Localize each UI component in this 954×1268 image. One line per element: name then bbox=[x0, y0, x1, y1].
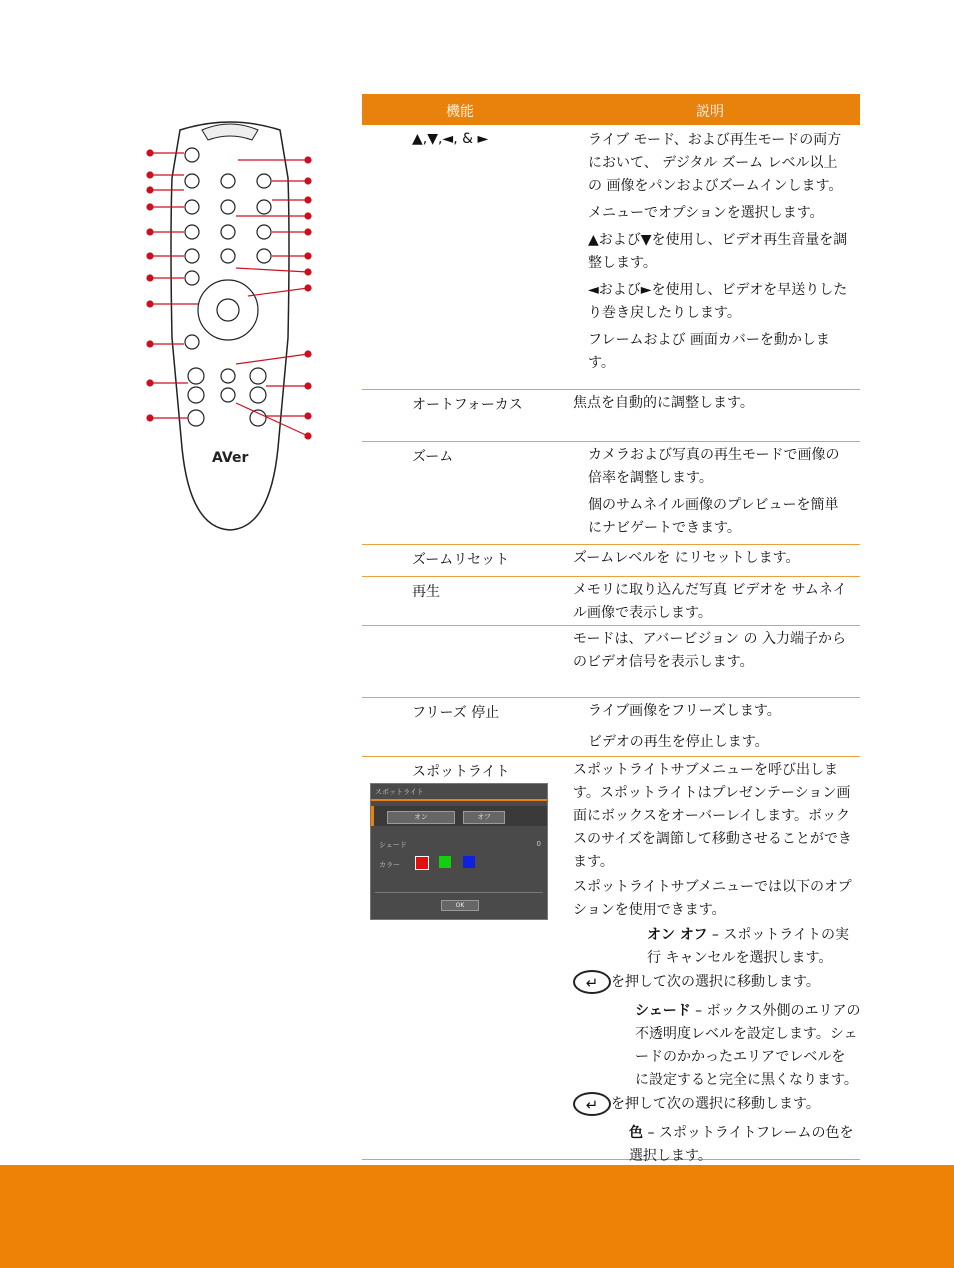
row-desc-spotlight: スポットライトサブメニューを呼び出します。スポットライトはプレゼンテーション画面にボックスをオーバーレイします。ボックスのサイズを調節して移動させることができます。 スポットライトサブメニューでは以下のオプションを使用できます。 オン オフ – スポットライトの実行 キャンセルを選択します。 ↵ を押して次の選択に移動します。 シェード – ボックス外側のエリアの不透明度レベルを設定します。シェードのかかったエリアでレベルを に設定すると完全に黒くなります。 ↵ を押して次の選択に移動します。 色 – スポットライトフレームの色を選択します。 bbox=[573, 759, 861, 1192]
row-name-spotlight: スポットライト bbox=[412, 764, 510, 780]
spot-color-label: カラー bbox=[379, 861, 400, 869]
spot-off-button[interactable]: オフ bbox=[463, 811, 505, 824]
color-label: 色 bbox=[629, 1125, 643, 1141]
spot-color-blue[interactable] bbox=[463, 856, 475, 868]
spot-menu-accent bbox=[371, 799, 547, 801]
row-name-playback: 再生 bbox=[412, 584, 440, 600]
shade-label: シェード bbox=[635, 1003, 691, 1019]
footer-bar bbox=[0, 1165, 954, 1268]
row-desc-arrows: ライブ モード、および再生モードの両方において、 デジタル ズーム レベル以上の 画像をパンおよびズームインします。 メニューでオプションを選択します。 ▲および▼を使用し、ビデオ再生音量を調整します。 ◄および►を使用し、ビデオを早送りしたり巻き戻したりします。 フレームおよび 画面カバーを動かします。 bbox=[588, 132, 848, 371]
table-row bbox=[362, 626, 860, 698]
spot-menu-title: スポットライト bbox=[375, 788, 424, 796]
table-row bbox=[362, 442, 860, 545]
onoff-label: オン オフ bbox=[647, 927, 708, 943]
row-desc-playback: メモリに取り込んだ写真 ビデオを サムネイル画像で表示します。 bbox=[573, 582, 847, 621]
header-function: 機能 bbox=[446, 104, 474, 120]
row-name-zoom: ズーム bbox=[412, 449, 454, 465]
spot-on-button[interactable]: オン bbox=[387, 811, 455, 824]
row-desc-freeze: ライブ画像をフリーズします。 ビデオの再生を停止します。 bbox=[588, 703, 781, 750]
row-name-arrows: ▲,▼,◄, & ► bbox=[412, 131, 489, 147]
row-name-freeze: フリーズ 停止 bbox=[412, 705, 500, 721]
table-header bbox=[362, 94, 860, 125]
table-row bbox=[362, 577, 860, 626]
function-table bbox=[362, 94, 861, 1164]
spot-ok-button[interactable]: OK bbox=[441, 900, 479, 911]
row-desc-autofocus: 焦点を自動的に調整します。 bbox=[573, 395, 754, 411]
spot-shade-label: シェード bbox=[379, 841, 407, 849]
table-row bbox=[362, 390, 860, 442]
table-row bbox=[362, 757, 861, 1164]
remote-control-illustration bbox=[140, 118, 320, 538]
svg-text:AVer: AVer bbox=[212, 450, 249, 466]
row-name-zoom-reset: ズームリセット bbox=[412, 552, 510, 568]
enter-icon: ↵ bbox=[573, 1092, 611, 1116]
spot-color-green[interactable] bbox=[439, 856, 451, 868]
enter-icon: ↵ bbox=[573, 970, 611, 994]
row-desc-mode: モードは、アバービジョン の 入力端子からのビデオ信号を表示します。 bbox=[573, 631, 846, 670]
row-name-autofocus: オートフォーカス bbox=[412, 397, 523, 413]
row-desc-zoom: カメラおよび写真の再生モードで画像の倍率を調整します。 個のサムネイル画像のプレビューを簡単にナビゲートできます。 bbox=[588, 447, 840, 536]
header-description: 説明 bbox=[696, 104, 724, 120]
table-row bbox=[362, 698, 860, 757]
table-row bbox=[362, 125, 860, 390]
spot-shade-value: 0 bbox=[536, 840, 541, 848]
row-desc-zoom-reset: ズームレベルを にリセットします。 bbox=[573, 550, 800, 566]
table-row bbox=[362, 545, 860, 577]
spot-color-red[interactable] bbox=[415, 856, 429, 870]
spotlight-menu-screenshot bbox=[370, 783, 548, 920]
